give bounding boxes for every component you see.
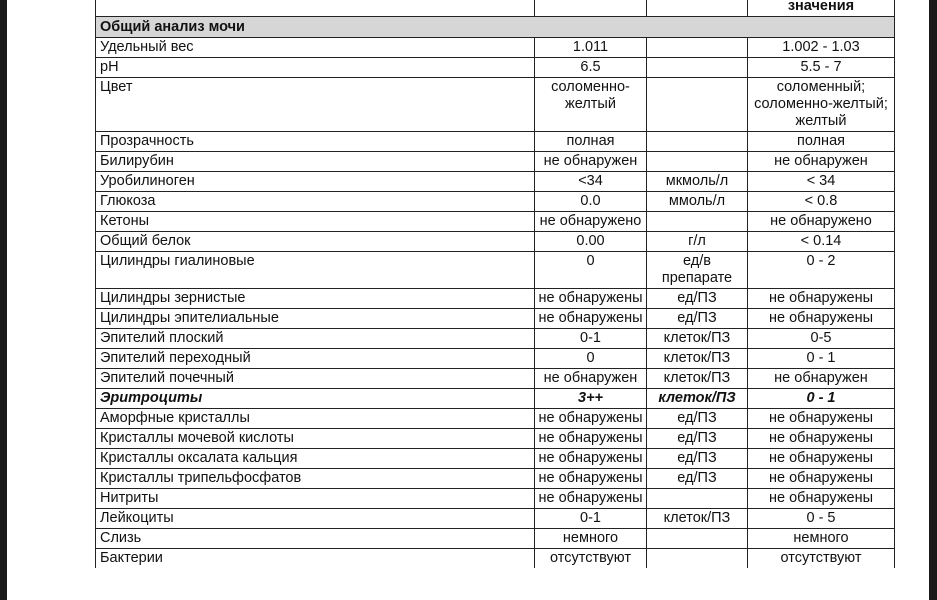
row-name: Бактерии — [96, 549, 535, 569]
row-reference: не обнаружен — [748, 152, 895, 172]
row-name: Цилиндры зернистые — [96, 289, 535, 309]
row-value: не обнаружены — [535, 289, 647, 309]
section-title: Общий анализ мочи — [96, 17, 895, 38]
document-page — [7, 0, 929, 600]
table-row — [96, 329, 895, 349]
row-reference: 0 - 5 — [748, 509, 895, 529]
table-row — [96, 489, 895, 509]
table-row — [96, 192, 895, 212]
row-value: немного — [535, 529, 647, 549]
row-reference: отсутствуют — [748, 549, 895, 569]
row-unit: клеток/ПЗ — [647, 329, 748, 349]
table-row — [96, 469, 895, 489]
row-unit: клеток/ПЗ — [647, 509, 748, 529]
row-value: не обнаружены — [535, 409, 647, 429]
row-unit: г/л — [647, 232, 748, 252]
row-unit: ммоль/л — [647, 192, 748, 212]
row-value: 6.5 — [535, 58, 647, 78]
row-value: не обнаружены — [535, 489, 647, 509]
row-reference: 5.5 - 7 — [748, 58, 895, 78]
table-row — [96, 529, 895, 549]
row-value: 0-1 — [535, 329, 647, 349]
row-unit: ед/ПЗ — [647, 469, 748, 489]
row-reference: < 0.14 — [748, 232, 895, 252]
row-value: не обнаружен — [535, 369, 647, 389]
row-name: Кетоны — [96, 212, 535, 232]
row-reference: 0 - 1 — [748, 389, 895, 409]
row-unit — [647, 152, 748, 172]
row-name: Аморфные кристаллы — [96, 409, 535, 429]
row-reference: не обнаружены — [748, 489, 895, 509]
row-reference: полная — [748, 132, 895, 152]
row-value: 0 — [535, 252, 647, 289]
table-row — [96, 78, 895, 132]
row-reference: < 0.8 — [748, 192, 895, 212]
table-row — [96, 172, 895, 192]
row-name: pH — [96, 58, 535, 78]
row-unit: ед/ПЗ — [647, 409, 748, 429]
row-reference: не обнаружены — [748, 409, 895, 429]
row-reference: < 34 — [748, 172, 895, 192]
row-unit — [647, 549, 748, 569]
row-value: 1.011 — [535, 38, 647, 58]
row-name: Удельный вес — [96, 38, 535, 58]
row-value: <34 — [535, 172, 647, 192]
row-reference: не обнаружены — [748, 289, 895, 309]
table-row — [96, 212, 895, 232]
row-unit — [647, 529, 748, 549]
urinalysis-table — [95, 0, 895, 568]
row-name: Нитриты — [96, 489, 535, 509]
row-name: Кристаллы трипельфосфатов — [96, 469, 535, 489]
row-value: не обнаружено — [535, 212, 647, 232]
row-name: Глюкоза — [96, 192, 535, 212]
header-reference-label: значения — [748, 0, 895, 17]
row-value: отсутствуют — [535, 549, 647, 569]
row-name: Цилиндры гиалиновые — [96, 252, 535, 289]
row-name: Эритроциты — [96, 389, 535, 409]
row-reference: не обнаружено — [748, 212, 895, 232]
row-value: 0.0 — [535, 192, 647, 212]
row-reference: 0 - 2 — [748, 252, 895, 289]
row-unit — [647, 489, 748, 509]
row-value: 3++ — [535, 389, 647, 409]
table-row — [96, 429, 895, 449]
table-row — [96, 549, 895, 569]
row-reference: соломенный; соломенно-желтый; желтый — [748, 78, 895, 132]
row-unit: клеток/ПЗ — [647, 369, 748, 389]
header-value-cell — [535, 0, 647, 17]
row-name: Уробилиноген — [96, 172, 535, 192]
row-value: 0.00 — [535, 232, 647, 252]
table-row — [96, 409, 895, 429]
table-row — [96, 289, 895, 309]
table-row — [96, 349, 895, 369]
row-name: Кристаллы мочевой кислоты — [96, 429, 535, 449]
table-row — [96, 152, 895, 172]
row-unit: ед/ПЗ — [647, 429, 748, 449]
row-name: Прозрачность — [96, 132, 535, 152]
table-row — [96, 369, 895, 389]
row-unit: ед/ПЗ — [647, 449, 748, 469]
row-unit: мкмоль/л — [647, 172, 748, 192]
row-name: Эпителий почечный — [96, 369, 535, 389]
row-unit — [647, 212, 748, 232]
header-unit-cell — [647, 0, 748, 17]
table-header-row — [96, 0, 895, 17]
row-reference: не обнаружены — [748, 449, 895, 469]
table-row — [96, 449, 895, 469]
row-value: не обнаружены — [535, 309, 647, 329]
row-name: Билирубин — [96, 152, 535, 172]
row-reference: не обнаружены — [748, 309, 895, 329]
row-unit: ед/ПЗ — [647, 309, 748, 329]
row-unit — [647, 132, 748, 152]
row-unit — [647, 78, 748, 132]
row-name: Цилиндры эпителиальные — [96, 309, 535, 329]
row-unit — [647, 38, 748, 58]
section-header-row — [96, 17, 895, 38]
table-row — [96, 58, 895, 78]
row-reference: не обнаружены — [748, 429, 895, 449]
row-value: не обнаружены — [535, 449, 647, 469]
row-value: 0-1 — [535, 509, 647, 529]
row-reference: 0 - 1 — [748, 349, 895, 369]
row-value: не обнаружен — [535, 152, 647, 172]
table-row — [96, 132, 895, 152]
row-reference: не обнаружен — [748, 369, 895, 389]
row-value: не обнаружены — [535, 429, 647, 449]
row-value: соломенно-желтый — [535, 78, 647, 132]
row-value: 0 — [535, 349, 647, 369]
table-row — [96, 252, 895, 289]
row-name: Кристаллы оксалата кальция — [96, 449, 535, 469]
table-row — [96, 509, 895, 529]
table-row — [96, 309, 895, 329]
row-unit — [647, 58, 748, 78]
row-unit: клеток/ПЗ — [647, 389, 748, 409]
row-name: Цвет — [96, 78, 535, 132]
row-value: не обнаружены — [535, 469, 647, 489]
header-name-cell — [96, 0, 535, 17]
row-name: Эпителий плоский — [96, 329, 535, 349]
row-reference: 0-5 — [748, 329, 895, 349]
row-value: полная — [535, 132, 647, 152]
row-name: Эпителий переходный — [96, 349, 535, 369]
row-reference: не обнаружены — [748, 469, 895, 489]
row-name: Лейкоциты — [96, 509, 535, 529]
row-unit: ед/в препарате — [647, 252, 748, 289]
row-reference: немного — [748, 529, 895, 549]
table-row-flagged — [96, 389, 895, 409]
row-unit: ед/ПЗ — [647, 289, 748, 309]
row-name: Общий белок — [96, 232, 535, 252]
row-reference: 1.002 - 1.03 — [748, 38, 895, 58]
table-row — [96, 38, 895, 58]
row-name: Слизь — [96, 529, 535, 549]
table-row — [96, 232, 895, 252]
row-unit: клеток/ПЗ — [647, 349, 748, 369]
